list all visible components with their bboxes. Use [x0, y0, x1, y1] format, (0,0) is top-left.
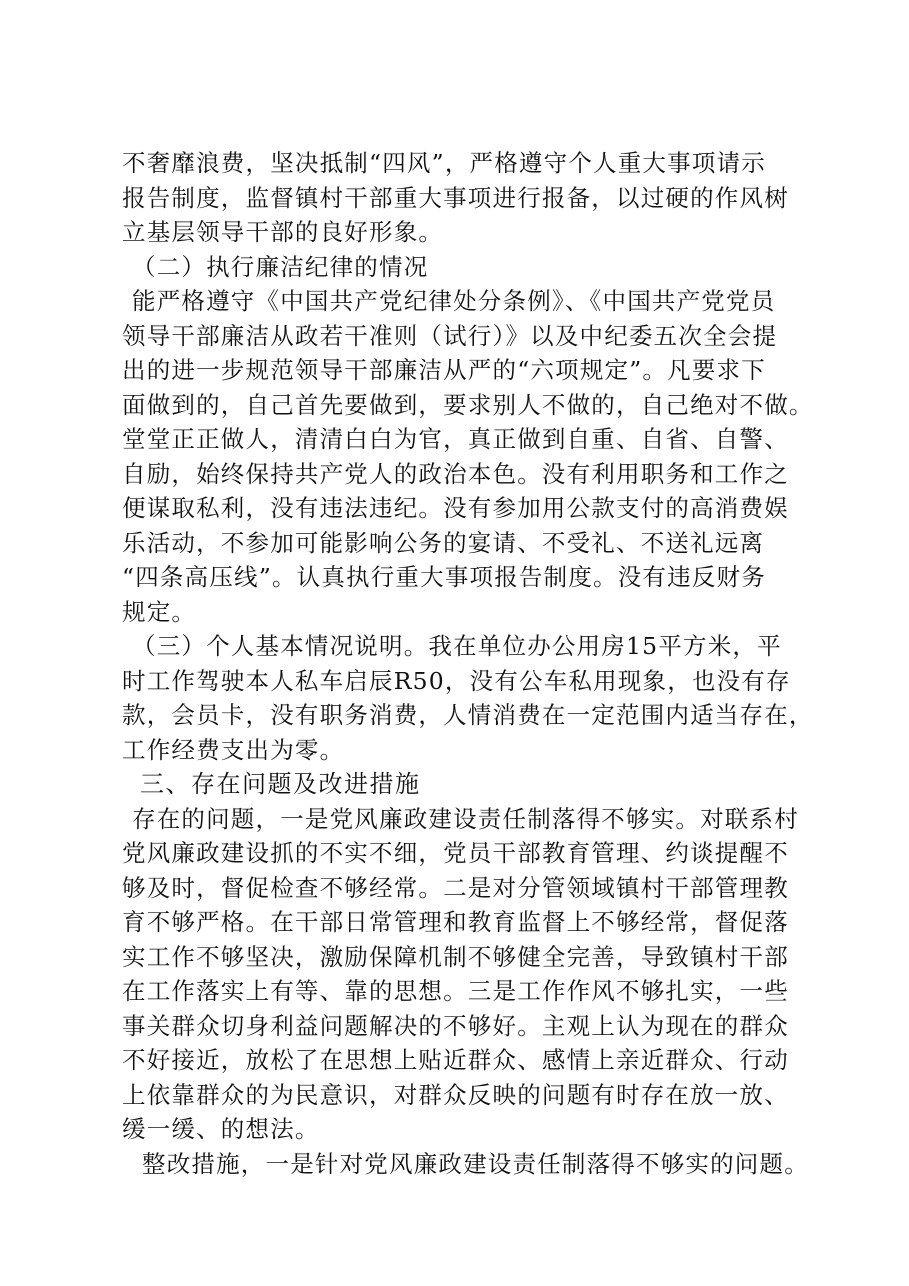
body-text-line: 乐活动，不参加可能影响公务的宴请、不受礼、不送礼远离 [122, 528, 765, 557]
body-text-line: 不奢靡浪费，坚决抵制“四风”，严格遵守个人重大事项请示 [122, 149, 766, 177]
body-text-line: 上依靠群众的为民意识，对群众反映的问题有时存在放一放、 [122, 1080, 789, 1109]
body-text-line: 便谋取私利，没有违法违纪。没有参加用公款支付的高消费娱 [122, 494, 789, 522]
body-text-line: 在工作落实上有等、靠的思想。三是工作作风不够扎实，一些 [122, 977, 789, 1005]
section-heading-problems: 三、存在问题及改进措施 [140, 770, 421, 798]
subsection-heading-discipline: （二）执行廉洁纪律的情况 [132, 252, 429, 281]
body-text-line: 领导干部廉洁从政若干准则（试行）》以及中纪委五次全会提 [122, 321, 778, 350]
body-text-line: 款，会员卡，没有职务消费，人情消费在一定范围内适当存在， [122, 701, 814, 729]
body-text-line: 自励，始终保持共产党人的政治本色。没有利用职务和工作之 [122, 459, 789, 488]
body-text-line: 党风廉政建设抓的不实不细，党员干部教育管理、约谈提醒不 [122, 839, 789, 867]
paragraph-first-line: 能严格遵守《中国共产党纪律处分条例》、《中国共产党党员 [132, 287, 776, 315]
paragraph-first-line: 整改措施，一是针对党风廉政建设责任制落得不够实的问题。 [142, 1149, 809, 1178]
body-text-line: 工作经费支出为零。 [122, 735, 345, 764]
paragraph-first-line: 存在的问题，一是党风廉政建设责任制落得不够实。对联系村 [132, 804, 799, 833]
body-text-line: 不好接近，放松了在思想上贴近群众、感情上亲近群众、行动 [122, 1046, 789, 1074]
body-text-line: 报告制度，监督镇村干部重大事项进行报备，以过硬的作风树 [122, 183, 789, 212]
body-text-line: 出的进一步规范领导干部廉洁从严的“六项规定”。凡要求下 [122, 356, 766, 384]
body-text-line: 面做到的，自己首先要做到，要求别人不做的，自己绝对不做。 [122, 390, 814, 419]
body-text-line: 育不够严格。在干部日常管理和教育监督上不够经常，督促落 [122, 908, 789, 936]
body-text-line: 时工作驾驶本人私车启辰R50，没有公车私用现象，也没有存 [122, 666, 791, 695]
body-text-line: 事关群众切身利益问题解决的不够好。主观上认为现在的群众 [122, 1011, 789, 1040]
body-text-line: 堂堂正正做人，清清白白为官，真正做到自重、自省、自警、 [122, 425, 789, 453]
document-body [122, 146, 814, 1181]
body-text-line: 实工作不够坚决，激励保障机制不够健全完善，导致镇村干部 [122, 942, 789, 971]
body-text-line: 缓一缓、的想法。 [122, 1115, 320, 1143]
body-text-line: 规定。 [122, 597, 197, 626]
subsection-heading-personal-info: （三）个人基本情况说明。我在单位办公用房15平方米，平 [132, 632, 782, 660]
body-text-line: 立基层领导干部的良好形象。 [122, 218, 444, 246]
body-text-line: “四条高压线”。认真执行重大事项报告制度。没有违反财务 [122, 563, 766, 591]
body-text-line: 够及时，督促检查不够经常。二是对分管领域镇村干部管理教 [122, 873, 789, 902]
